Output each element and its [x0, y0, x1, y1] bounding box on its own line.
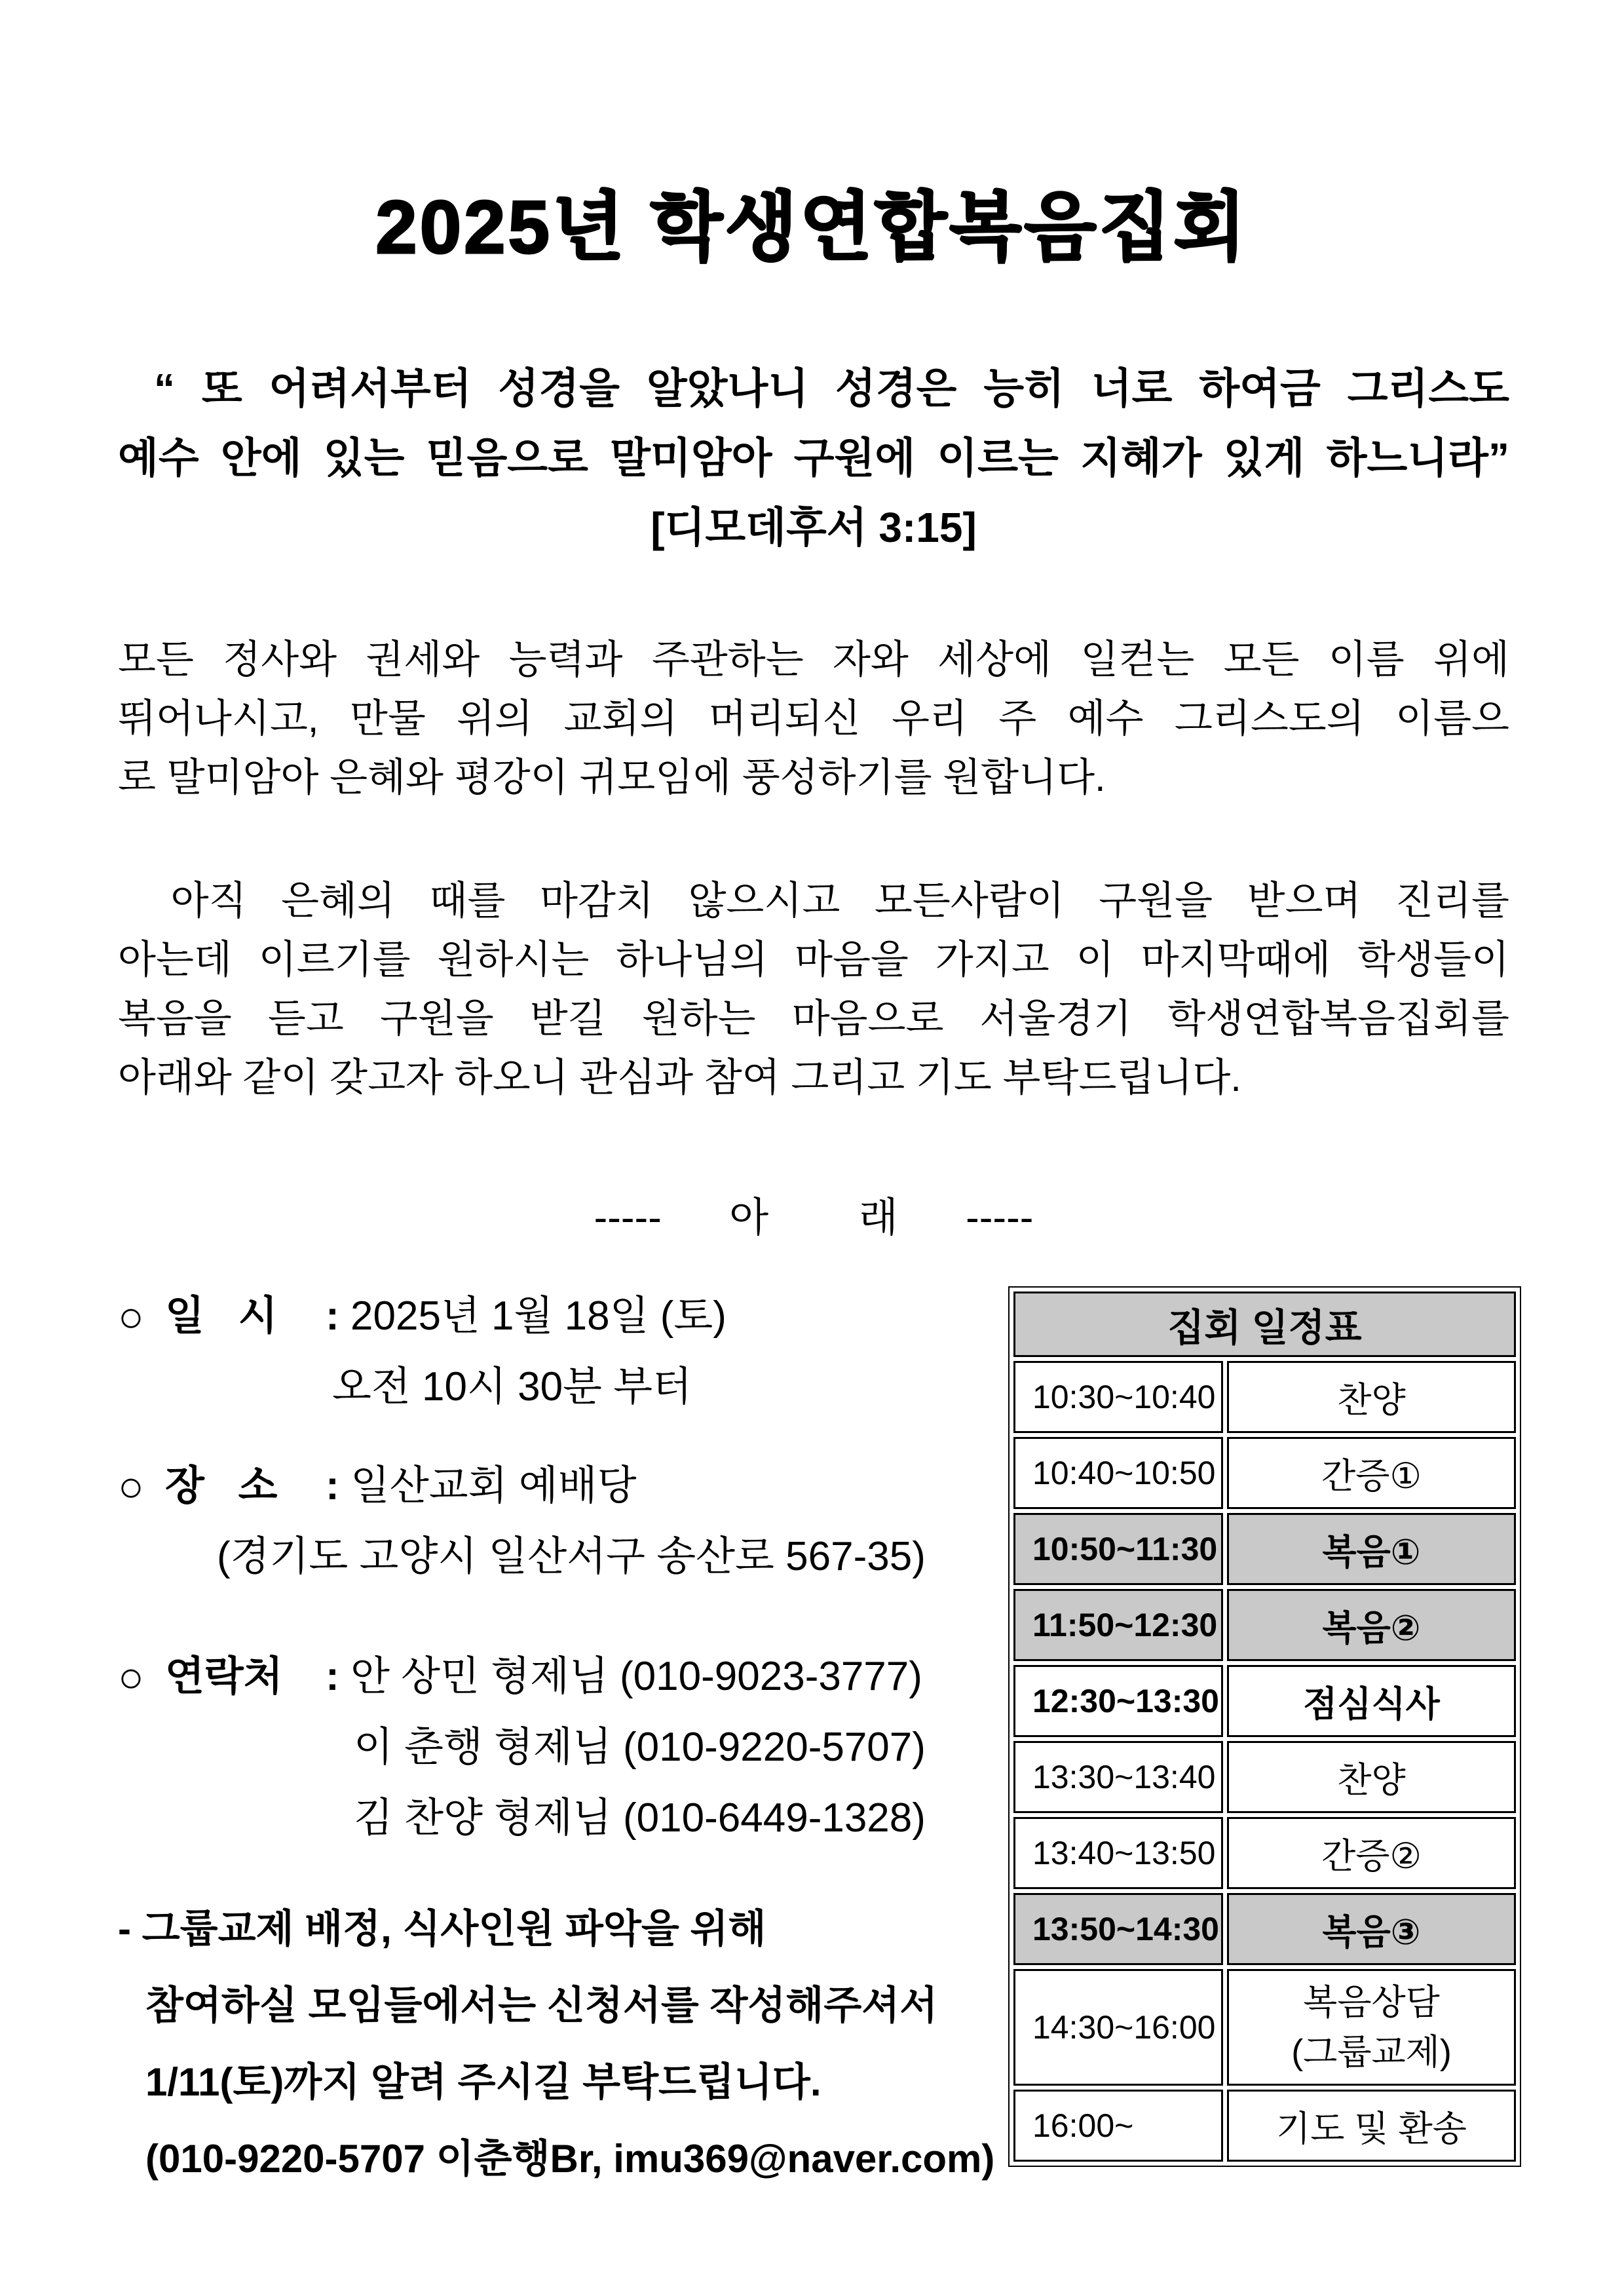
time-cell: 13:30~13:40: [1013, 1741, 1223, 1813]
detail-colon: :: [326, 1293, 339, 1339]
paragraph-line: 아직 은혜의 때를 마감치 않으시고 모든사람이 구원을 받으며 진리를: [136, 879, 1509, 923]
detail-contact-value-line2: 이 춘행 형제님 (010-9220-5707): [354, 1725, 926, 1770]
paragraph-line: 복음을 듣고 구원을 받길 원하는 마음으로 서울경기 학생연합복음집회를: [118, 997, 1509, 1041]
time-cell: 11:50~12:30: [1013, 1589, 1223, 1661]
event-cell: 간증②: [1227, 1817, 1516, 1889]
detail-date-value: 2025년 1월 18일 (토): [350, 1293, 727, 1339]
detail-colon: :: [326, 1463, 339, 1508]
table-row: [1013, 1361, 1516, 1433]
table-row: [1013, 1513, 1516, 1585]
detail-contact-label: 연락처: [165, 1654, 283, 1699]
schedule-table-title: 집회 일정표: [1013, 1292, 1516, 1357]
detail-contact-value: 안 상민 형제님 (010-9023-3777): [350, 1654, 922, 1699]
quote-line: “ 또 어려서부터 성경을 알았나니 성경은 능히 너로 하여금 그리스도: [154, 365, 1509, 412]
registration-note: [118, 1890, 1022, 2197]
note-line: 1/11(토)까지 알려 주시길 부탁드립니다.: [145, 2060, 821, 2104]
event-cell: 점심식사: [1227, 1665, 1516, 1737]
detail-date-value-line2: 오전 10시 30분 부터: [332, 1364, 692, 1409]
note-line: - 그룹교제 배정, 식사인원 파악을 위해: [118, 1907, 766, 1951]
detail-date-label: 일 시: [165, 1293, 278, 1339]
time-cell: 10:50~11:30: [1013, 1513, 1223, 1585]
event-cell: 찬양: [1227, 1741, 1516, 1813]
detail-contact: [118, 1641, 996, 1712]
table-row: [1013, 2090, 1516, 2162]
paragraph-line: 로 말미암아 은혜와 평강이 귀모임에 풍성하기를 원합니다.: [118, 756, 1106, 799]
event-cell: 기도 및 환송: [1227, 2090, 1516, 2162]
time-cell: 16:00~: [1013, 2090, 1223, 2162]
schedule-table: [1008, 1286, 1521, 2167]
event-line: 복음상담: [1303, 1983, 1440, 2022]
time-cell: 13:50~14:30: [1013, 1893, 1223, 1965]
event-cell: 간증①: [1227, 1437, 1516, 1509]
paragraph-line: 모든 정사와 권세와 능력과 주관하는 자와 세상에 일컫는 모든 이름 위에: [118, 638, 1509, 681]
event-cell: 복음②: [1227, 1589, 1516, 1661]
time-cell: 10:30~10:40: [1013, 1361, 1223, 1433]
event-cell: [1227, 1969, 1516, 2086]
detail-colon: :: [326, 1654, 339, 1699]
note-line: (010-9220-5707 이춘행Br, imu369@naver.com): [145, 2137, 995, 2181]
detail-place-label: 장 소: [165, 1463, 278, 1508]
event-cell: 복음①: [1227, 1513, 1516, 1585]
time-cell: 13:40~13:50: [1013, 1817, 1223, 1889]
table-row: [1013, 1741, 1516, 1813]
paragraph-line: 뛰어나시고, 만물 위의 교회의 머리되신 우리 주 예수 그리스도의 이름으: [118, 697, 1509, 740]
table-row: [1013, 1969, 1516, 2086]
time-cell: 14:30~16:00: [1013, 1969, 1223, 2086]
detail-place-address: (경기도 고양시 일산서구 송산로 567-35): [217, 1534, 926, 1579]
detail-place-value: 일산교회 예배당: [350, 1463, 637, 1508]
schedule-header-row: [1013, 1292, 1516, 1357]
scripture-quote: [118, 354, 1509, 562]
page-title: 2025년 학생연합복음집회: [375, 186, 1249, 269]
paragraph-invitation: [118, 871, 1509, 1107]
event-details: [118, 1281, 996, 1854]
detail-contact-value-line3: 김 찬양 형제님 (010-6449-1328): [354, 1795, 926, 1841]
detail-date: [118, 1281, 996, 1352]
event-cell: 복음③: [1227, 1893, 1516, 1965]
table-row: [1013, 1665, 1516, 1737]
scripture-reference: [디모데후서 3:15]: [651, 504, 977, 551]
quote-line: 예수 안에 있는 믿음으로 말미암아 구원에 이르는 지혜가 있게 하느니라”: [118, 434, 1509, 482]
note-line: 참여하실 모임들에서는 신청서를 작성해주셔서: [145, 1983, 938, 2027]
event-cell: 찬양: [1227, 1361, 1516, 1433]
time-cell: 10:40~10:50: [1013, 1437, 1223, 1509]
section-divider: ----- 아 래 -----: [594, 1195, 1034, 1240]
table-row: [1013, 1817, 1516, 1889]
paragraph-greeting: [118, 630, 1509, 807]
table-row: [1013, 1589, 1516, 1661]
circle-bullet-icon: ○: [118, 1653, 144, 1701]
circle-bullet-icon: ○: [118, 1462, 144, 1510]
table-row: [1013, 1893, 1516, 1965]
paragraph-line: 아는데 이르기를 원하시는 하나님의 마음을 가지고 이 마지막때에 학생들이: [118, 938, 1509, 982]
time-cell: 12:30~13:30: [1013, 1665, 1223, 1737]
table-row: [1013, 1437, 1516, 1509]
circle-bullet-icon: ○: [118, 1292, 144, 1341]
paragraph-line: 아래와 같이 갖고자 하오니 관심과 참여 그리고 기도 부탁드립니다.: [118, 1056, 1241, 1100]
detail-place: [118, 1451, 996, 1521]
event-line: (그룹교제): [1291, 2033, 1452, 2072]
